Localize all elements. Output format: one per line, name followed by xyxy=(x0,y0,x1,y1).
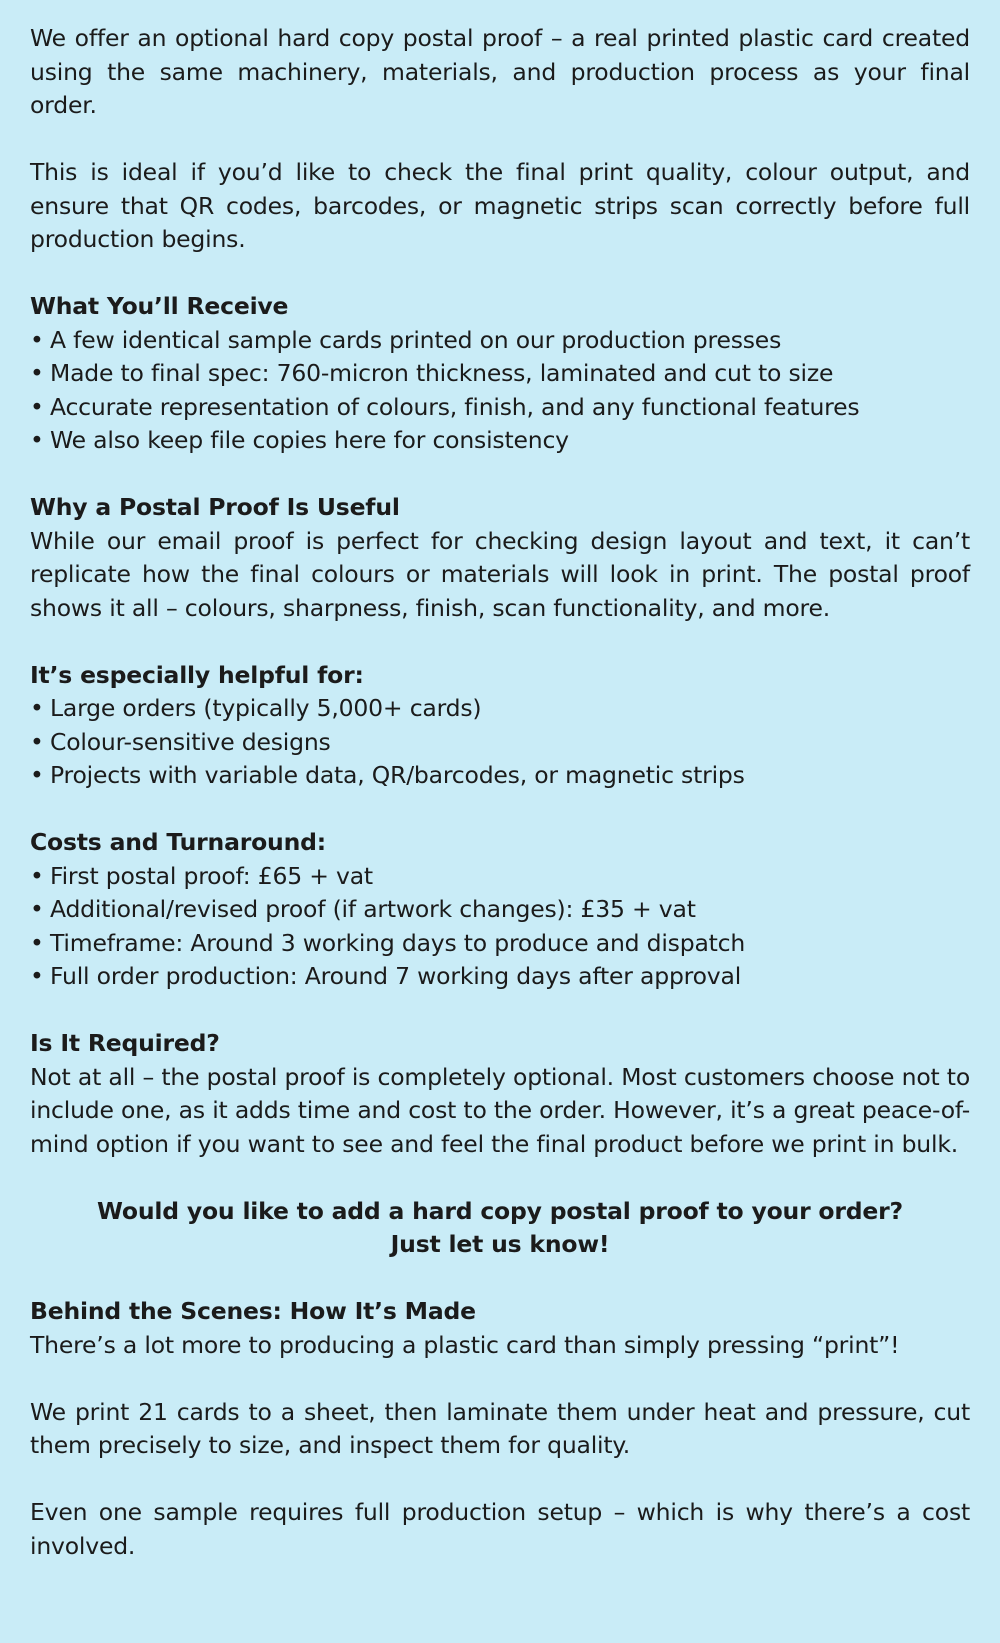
list-item xyxy=(30,893,970,927)
bullet-icon: • xyxy=(30,426,44,454)
behind-the-scenes-paragraph-3: Even one sample requires full production setup – which is why there’s a cost involved. xyxy=(30,1498,970,1560)
list-item xyxy=(30,324,970,358)
is-it-required-section xyxy=(30,1027,970,1161)
list-item-text: Colour-sensitive designs xyxy=(50,727,331,756)
list-item xyxy=(30,927,970,961)
list-item-text: Projects with variable data, QR/barcodes, or magnetic strips xyxy=(50,761,745,789)
list-item-text: Made to final spec: 760-micron thickness, laminated and cut to size xyxy=(50,359,834,387)
list-item xyxy=(30,759,970,793)
bullet-icon: • xyxy=(30,359,44,387)
helpful-list xyxy=(30,692,970,793)
call-to-action-line-2: Just let us know! xyxy=(390,1230,610,1258)
list-item-text: Large orders (typically 5,000+ cards) xyxy=(50,694,482,722)
costs-list xyxy=(30,860,970,994)
behind-the-scenes-section xyxy=(30,1295,970,1362)
behind-the-scenes-paragraph-1: There’s a lot more to producing a plastic card than simply pressing “print”! xyxy=(30,1330,900,1359)
behind-the-scenes-paragraph-2: We print 21 cards to a sheet, then laminate them under heat and pressure, cut them precisely to size, and inspect them for quality. xyxy=(30,1397,970,1459)
costs-turnaround-section xyxy=(30,826,970,994)
list-item-text: A few identical sample cards printed on our production presses xyxy=(50,325,782,354)
why-postal-proof-section xyxy=(30,491,970,625)
list-item-text: Timeframe: Around 3 working days to produce and dispatch xyxy=(50,928,746,957)
bullet-icon: • xyxy=(30,761,44,789)
is-it-required-heading: Is It Required? xyxy=(30,1029,220,1057)
list-item xyxy=(30,391,970,425)
bullet-icon: • xyxy=(30,861,44,890)
list-item xyxy=(30,357,970,391)
intro-paragraph-1: We offer an optional hard copy postal proof – a real printed plastic card created using the same machinery, materials, and production process as your final order. xyxy=(30,24,970,119)
bullet-icon: • xyxy=(30,694,44,722)
call-to-action xyxy=(30,1195,970,1262)
list-item xyxy=(30,960,970,994)
list-item-text: First postal proof: £65 + vat xyxy=(50,861,373,890)
list-item xyxy=(30,424,970,458)
bullet-icon: • xyxy=(30,928,44,957)
especially-helpful-heading: It’s especially helpful for: xyxy=(30,660,364,689)
bullet-icon: • xyxy=(30,392,44,421)
intro-paragraph-2: This is ideal if you’d like to check the final print quality, colour output, and ensure that QR codes, barcodes, or magnetic strips scan correctly before full production begins. xyxy=(30,158,970,253)
bullet-icon: • xyxy=(30,895,44,923)
what-youll-receive-section xyxy=(30,290,970,458)
receive-list xyxy=(30,324,970,458)
list-item xyxy=(30,726,970,760)
list-item-text: Full order production: Around 7 working days after approval xyxy=(50,962,742,990)
why-postal-proof-text: While our email proof is perfect for checking design layout and text, it can’t replicate how the final colours or materials will look in print. The postal proof shows it all – colours, sharpness, finish, scan functionality, and more. xyxy=(30,526,970,622)
list-item-text: Accurate representation of colours, finish, and any functional features xyxy=(50,392,860,421)
call-to-action-line-1: Would you like to add a hard copy postal proof to your order? xyxy=(97,1196,903,1225)
especially-helpful-section xyxy=(30,659,970,793)
list-item xyxy=(30,692,970,726)
list-item-text: We also keep file copies here for consistency xyxy=(50,426,569,454)
behind-the-scenes-heading: Behind the Scenes: How It’s Made xyxy=(30,1297,476,1325)
bullet-icon: • xyxy=(30,325,44,354)
costs-turnaround-heading: Costs and Turnaround: xyxy=(30,828,326,856)
what-youll-receive-heading: What You’ll Receive xyxy=(30,292,289,320)
list-item-text: Additional/revised proof (if artwork changes): £35 + vat xyxy=(50,895,696,923)
why-postal-proof-heading: Why a Postal Proof Is Useful xyxy=(30,493,400,521)
bullet-icon: • xyxy=(30,727,44,756)
is-it-required-text: Not at all – the postal proof is completely optional. Most customers choose not to include one, as it adds time and cost to the order. However, it’s a great peace-of-mind option if you want to see and feel the final product before we print in bulk. xyxy=(30,1062,970,1158)
bullet-icon: • xyxy=(30,962,44,990)
list-item xyxy=(30,860,970,894)
